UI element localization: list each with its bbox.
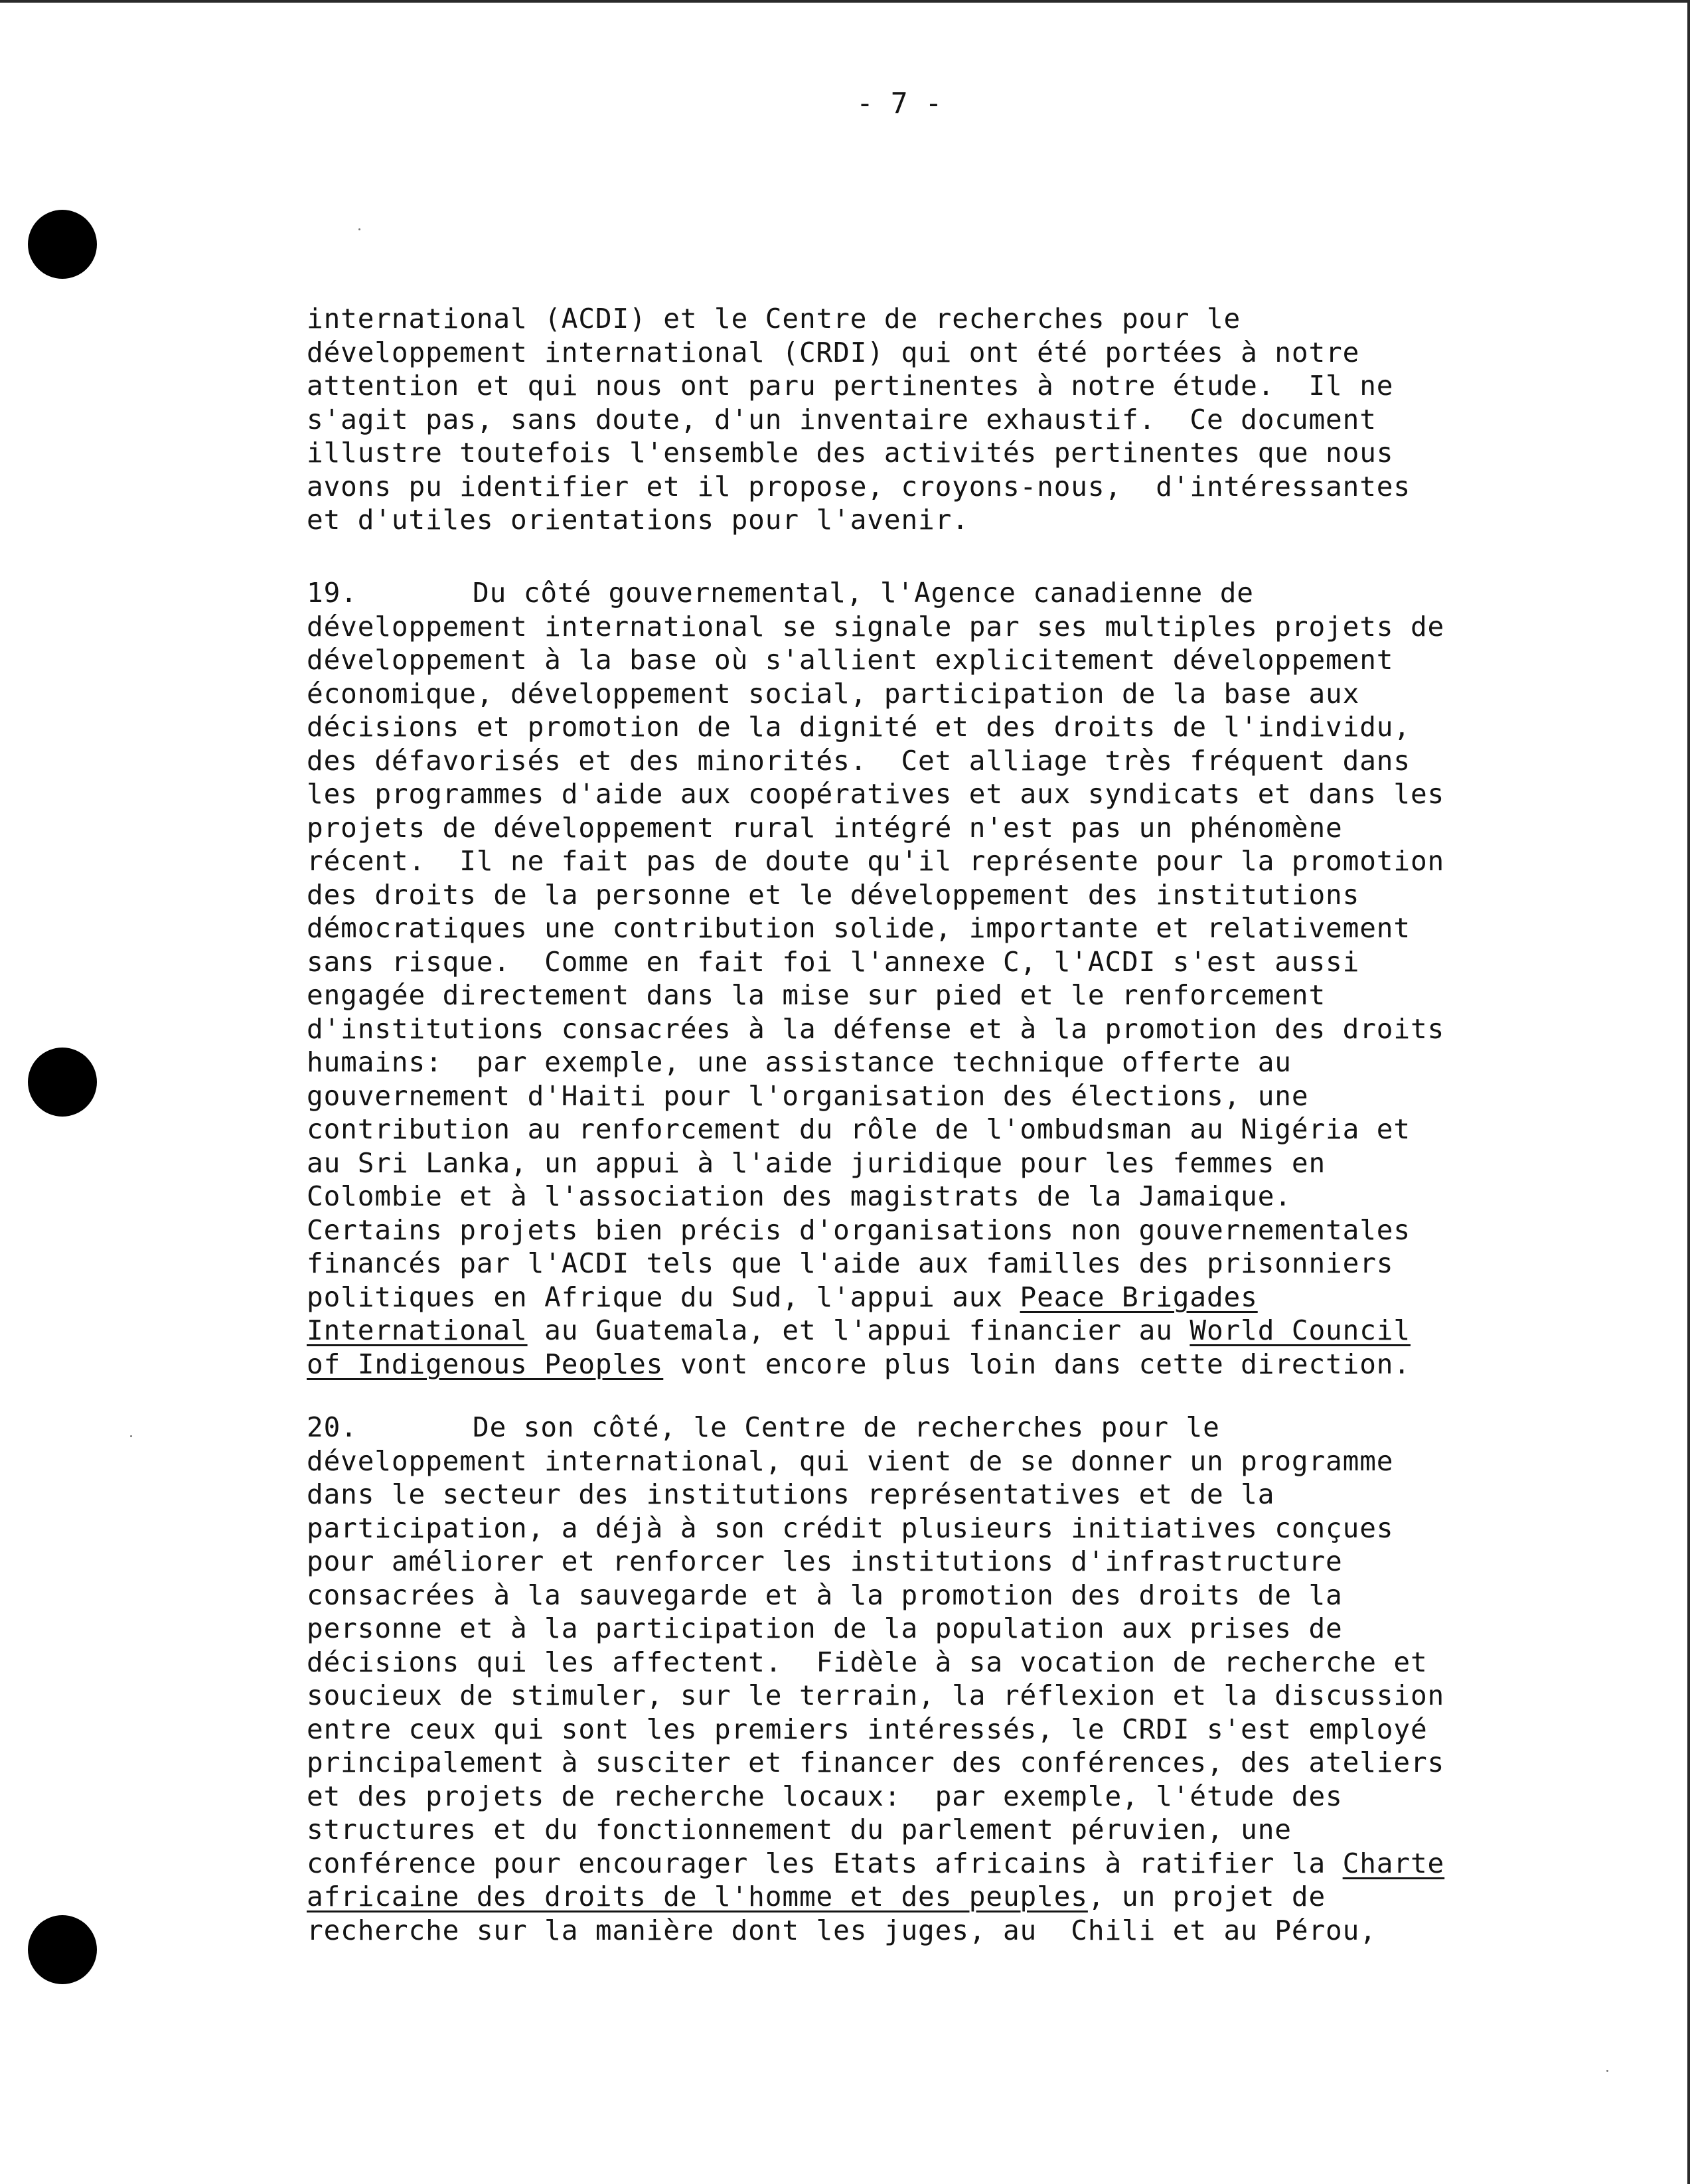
- text-line: humains: par exemple, une assistance technique offerte au: [307, 1046, 1292, 1078]
- text-line: des défavorisés et des minorités. Cet alliage très fréquent dans: [307, 744, 1411, 777]
- text-line: principalement à susciter et financer des conférences, des ateliers: [307, 1747, 1445, 1778]
- text-line: [307, 1880, 1435, 1914]
- text-run: vont encore plus loin dans cette direction.: [663, 1348, 1411, 1380]
- text-line: [307, 1281, 1435, 1314]
- text-line: attention et qui nous ont paru pertinentes à notre étude. Il ne: [307, 370, 1394, 402]
- text-line: décisions et promotion de la dignité et des droits de l'individu,: [307, 711, 1411, 743]
- page-top-edge: [0, 0, 1690, 3]
- paragraph-number: 20.: [307, 1411, 358, 1443]
- text-line: entre ceux qui sont les premiers intéressés, le CRDI s'est employé: [307, 1713, 1428, 1745]
- text-line: développement international (CRDI) qui ont été portées à notre: [307, 336, 1360, 368]
- text-line: sans risque. Comme en fait foi l'annexe C, l'ACDI s'est aussi: [307, 945, 1360, 978]
- text-line: démocratiques une contribution solide, importante et relativement: [307, 912, 1411, 944]
- underlined-org-name: International: [307, 1314, 528, 1346]
- page-number: - 7 -: [856, 87, 943, 120]
- underlined-charter-title: africaine des droits de l'homme et des peuples: [307, 1881, 1088, 1912]
- text-line: s'agit pas, sans doute, d'un inventaire exhaustif. Ce document: [307, 403, 1377, 435]
- punch-hole-top: [28, 210, 97, 279]
- text-line: international (ACDI) et le Centre de recherches pour le: [307, 303, 1241, 335]
- text-line: personne et à la participation de la population aux prises de: [307, 1612, 1343, 1644]
- paragraph-19: [307, 576, 1445, 1381]
- text-line: [307, 1847, 1445, 1881]
- text-run: , un projet de: [1087, 1881, 1326, 1912]
- underlined-org-name: of Indigenous Peoples: [307, 1348, 664, 1380]
- text-line: projets de développement rural intégré n'est pas un phénomène: [307, 811, 1343, 844]
- punch-hole-bottom: [28, 1915, 97, 1984]
- text-line: dans le secteur des institutions représentatives et de la: [307, 1478, 1275, 1510]
- text-run: Du côté gouvernemental, l'Agence canadienne de: [473, 577, 1254, 609]
- text-line: financés par l'ACDI tels que l'aide aux familles des prisonniers: [307, 1247, 1394, 1279]
- punch-hole-middle: [28, 1048, 97, 1117]
- text-line: soucieux de stimuler, sur le terrain, la réflexion et la discussion: [307, 1679, 1445, 1711]
- text-line: [307, 1348, 1435, 1381]
- text-line: au Sri Lanka, un appui à l'aide juridique pour les femmes en: [307, 1146, 1326, 1179]
- text-line: contribution au renforcement du rôle de l'ombudsman au Nigéria et: [307, 1113, 1411, 1145]
- paragraph-number: 19.: [307, 577, 358, 609]
- scan-speck: [358, 228, 360, 230]
- text-line: gouvernement d'Haiti pour l'organisation des élections, une: [307, 1079, 1309, 1112]
- text-run: au Guatemala, et l'appui financier au: [527, 1314, 1190, 1346]
- text-line: Colombie et à l'association des magistrats de la Jamaique.: [307, 1180, 1292, 1212]
- text-line: illustre toutefois l'ensemble des activités pertinentes que nous: [307, 437, 1394, 469]
- text-line: les programmes d'aide aux coopératives et aux syndicats et dans les: [307, 778, 1445, 810]
- text-line: décisions qui les affectent. Fidèle à sa vocation de recherche et: [307, 1646, 1428, 1678]
- text-line: avons pu identifier et il propose, croyons-nous, d'intéressantes: [307, 470, 1411, 503]
- text-line: Certains projets bien précis d'organisations non gouvernementales: [307, 1213, 1411, 1246]
- text-line: développement international se signale par ses multiples projets de: [307, 610, 1445, 643]
- scan-speck: [1606, 2070, 1608, 2072]
- text-line: engagée directement dans la mise sur pied et le renforcement: [307, 979, 1326, 1011]
- text-line: structures et du fonctionnement du parlement péruvien, une: [307, 1814, 1292, 1845]
- paragraph-first-line: [307, 576, 1435, 610]
- text-line: développement international, qui vient de se donner un programme: [307, 1444, 1394, 1477]
- text-line: recherche sur la manière dont les juges, au Chili et au Pérou,: [307, 1914, 1377, 1946]
- paragraph-20: [307, 1411, 1445, 1947]
- text-run: De son côté, le Centre de recherches pour le: [473, 1411, 1220, 1443]
- text-line: consacrées à la sauvegarde et à la promotion des droits de la: [307, 1579, 1343, 1611]
- text-line: des droits de la personne et le développement des institutions: [307, 878, 1360, 911]
- text-line: et des projets de recherche locaux: par exemple, l'étude des: [307, 1780, 1343, 1812]
- text-run: politiques en Afrique du Sud, l'appui aux: [307, 1281, 1020, 1313]
- text-line: économique, développement social, participation de la base aux: [307, 677, 1360, 710]
- text-line: récent. Il ne fait pas de doute qu'il représente pour la promotion: [307, 845, 1445, 877]
- page-right-edge: [1687, 0, 1690, 2184]
- scan-speck: [130, 1435, 132, 1437]
- text-line: développement à la base où s'allient explicitement développement: [307, 644, 1394, 676]
- text-line: [307, 1314, 1435, 1348]
- underlined-org-name: Peace Brigades: [1020, 1281, 1258, 1313]
- text-line: d'institutions consacrées à la défense et à la promotion des droits: [307, 1012, 1445, 1045]
- paragraph-first-line: [307, 1411, 1435, 1444]
- underlined-charter-title: Charte: [1342, 1847, 1445, 1879]
- text-line: pour améliorer et renforcer les institutions d'infrastructure: [307, 1545, 1343, 1577]
- text-line: participation, a déjà à son crédit plusieurs initiatives conçues: [307, 1512, 1394, 1544]
- text-line: et d'utiles orientations pour l'avenir.: [307, 504, 969, 536]
- underlined-org-name: World Council: [1190, 1314, 1411, 1346]
- text-run: conférence pour encourager les Etats africains à ratifier la: [307, 1847, 1343, 1879]
- paragraph-continuation: [307, 302, 1435, 537]
